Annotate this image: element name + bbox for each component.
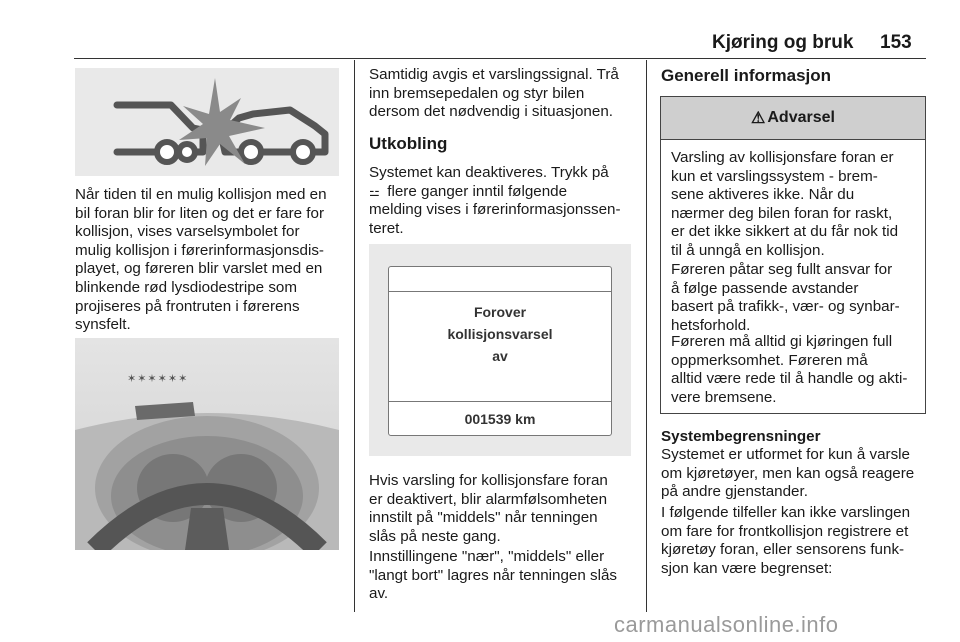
info-display-screen — [388, 266, 612, 436]
collision-warning-icon — [75, 68, 339, 176]
dashboard-figure — [75, 338, 339, 550]
odometer-readout: 001539 km — [464, 411, 536, 427]
column-divider — [354, 60, 355, 612]
limitations-paragraph: Systemet er utformet for kun å varsle om kjøretøyer, men kan også reagere på andre gjenstander. — [661, 446, 915, 501]
vehicle-distance-icon: ⚍ — [369, 184, 380, 199]
section-heading-general: Generell informasjon — [661, 66, 832, 85]
collision-warning-figure — [75, 68, 339, 176]
limitations-cases-paragraph: I følgende tilfeller kan ikke varslingen om fare for frontkollisjon registrere et kjøretøy foran, eller sensorens funk- sjon kan være begrenset: — [661, 504, 911, 577]
signal-paragraph: Samtidig avgis et varslingssignal. Trå inn bremsepedalen og styr bilen dersom det nødvendig i situasjonen. — [369, 66, 619, 121]
display-figure — [369, 244, 631, 456]
warning-box — [660, 96, 926, 414]
warning-paragraph: Føreren må alltid gi kjøringen full oppmerksomhet. Føreren må alltid være rede til å handle og akti- vere bremsene. — [671, 333, 908, 406]
warning-paragraph: Varsling av kollisjonsfare foran er kun et varslingssystem - brem- sene aktiveres ikke. Når du nærmer deg bilen foran for raskt, er det ikke sikkert at du får nok tid til å unngå en kollisjon. — [671, 149, 899, 259]
disable-paragraph: Systemet kan deaktiveres. Trykk på ⚍ flere ganger inntil følgende melding vises i førerinformasjonssen- teret. — [369, 164, 621, 237]
warning-paragraph: Føreren påtar seg fullt ansvar for å følge passende avstander basert på trafikk-, vær- og synbar- hetsforhold. — [671, 261, 900, 334]
dashboard-illustration — [75, 338, 339, 550]
section-subheading-limitations: Systembegrensninger — [661, 428, 821, 445]
display-line-3: av — [492, 348, 508, 364]
watermark: carmanualsonline.info — [614, 612, 839, 637]
display-line-1: Forover — [473, 304, 527, 320]
led-strip: ✶✶✶✶✶✶ — [127, 373, 189, 385]
header-divider — [74, 58, 926, 59]
warning-triangle-icon: ⚠ — [751, 110, 766, 127]
display-line-2: kollisjonsvarsel — [447, 326, 553, 342]
section-heading-utkobling: Utkobling — [369, 134, 448, 153]
sensitivity-paragraph: Hvis varsling for kollisjonsfare foran er deaktivert, blir alarmfølsomheten innstilt på "middels" når tenningen slås på neste gang. — [369, 472, 608, 545]
page-header-title: Kjøring og bruk — [712, 32, 854, 53]
warning-header — [661, 97, 925, 140]
page-number: 153 — [880, 32, 912, 53]
column-divider — [646, 60, 647, 612]
intro-paragraph: Når tiden til en mulig kollisjon med en bil foran blir for liten og det er fare for kollisjon, vises varselsymbolet for mulig kollisjon i førerinformasjonsdis- playet, og føreren blir varslet med en blinkende rød lysdiodestripe som projiseres på frontruten i førerens synsfelt. — [75, 186, 327, 334]
warning-title: Advarsel — [767, 109, 835, 126]
settings-paragraph: Innstillingene "nær", "middels" eller "langt bort" lagres når tenningen slås av. — [369, 548, 618, 603]
